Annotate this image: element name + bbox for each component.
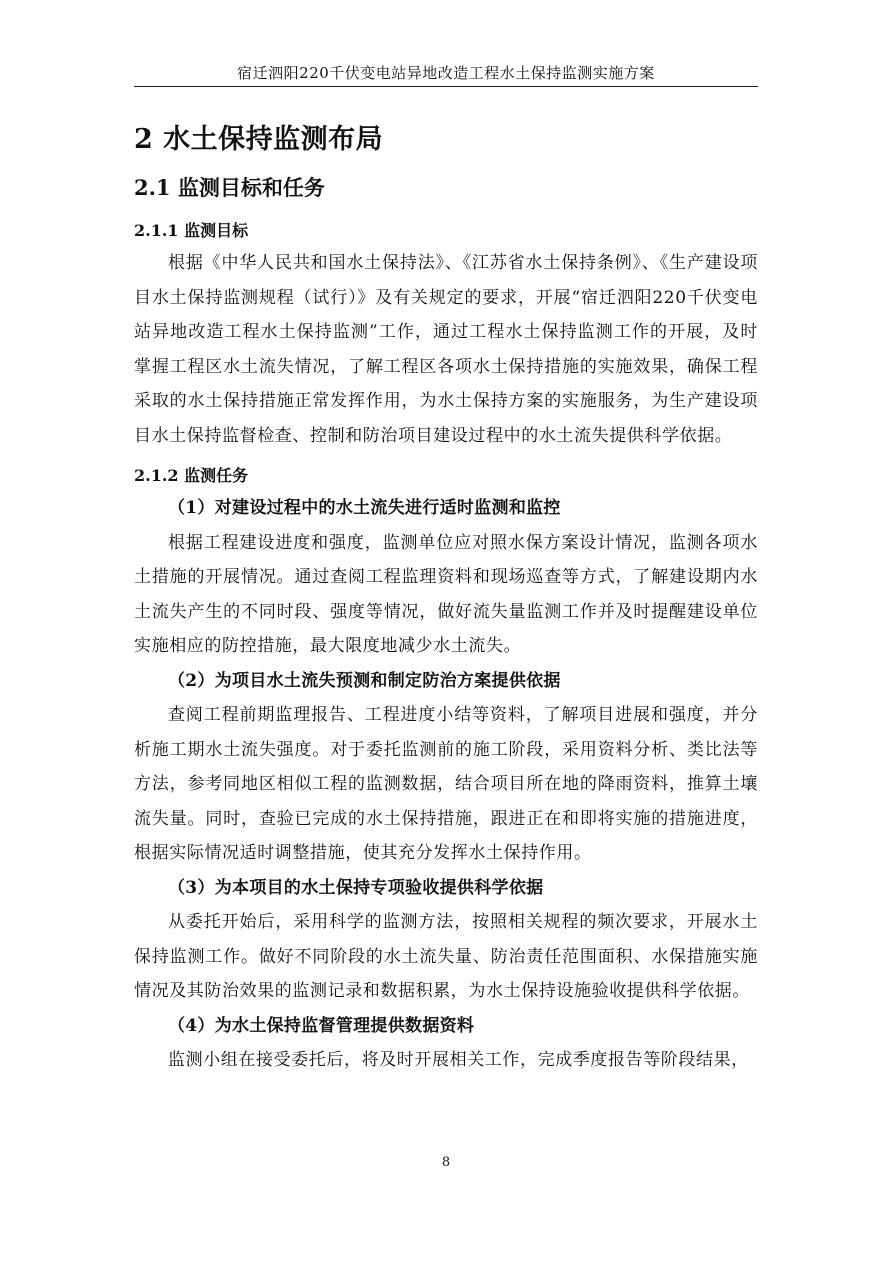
subsection-title-goals: 2.1.1 监测目标 — [134, 221, 249, 240]
paragraph-goals: 根据《中华人民共和国水土保持法》、《江苏省水土保持条例》、《生产建设项目水土保持监测规程（试行）》及有关规定的要求，开展“宿迁泗阳220千伏变电站异地改造工程水土保持监测”工作，通过工程水土保持监测工作的开展，及时掌握工程区水土流失情况，了解工程区各项水土保持措施的实施效果，确保工程采取的水土保持措施正常发挥作用，为水土保持方案的实施服务，为生产建设项目水土保持监督检查、控制和防治项目建设过程中的水土流失提供科学依据。 — [134, 253, 758, 446]
task-heading-4: （4）为水土保持监督管理提供数据资料 — [168, 1015, 475, 1036]
chapter-title: 2 水土保持监测布局 — [134, 124, 384, 155]
page-content — [134, 120, 758, 1078]
task-text-2: 查阅工程前期监理报告、工程进度小结等资料，了解项目进展和强度，并分析施工期水土流失强度。对于委托监测前的施工阶段，采用资料分析、类比法等方法，参考同地区相似工程的监测数据，结合项目所在地的降雨资料，推算土壤流失量。同时，查验已完成的水土保持措施，跟进正在和即将实施的措施进度，根据实际情况适时调整措施，使其充分发挥水土保持作用。 — [134, 705, 758, 863]
task-text-3: 从委托开始后，采用科学的监测方法，按照相关规程的频次要求，开展水土保持监测工作。做好不同阶段的水土流失量、防治责任范围面积、水保措施实施情况及其防治效果的监测记录和数据积累，为水土保持设施验收提供科学依据。 — [134, 912, 758, 1001]
task-text-1: 根据工程建设进度和强度，监测单位应对照水保方案设计情况，监测各项水土措施的开展情况。通过查阅工程监理资料和现场巡查等方式，了解建设期内水土流失产生的不同时段、强度等情况，做好流失量监测工作并及时提醒建设单位实施相应的防控措施，最大限度地减少水土流失。 — [134, 532, 758, 656]
task-heading-2: （2）为项目水土流失预测和制定防治方案提供依据 — [168, 670, 561, 691]
task-heading-3: （3）为本项目的水土保持专项验收提供科学依据 — [168, 877, 544, 898]
subsection-title-tasks: 2.1.2 监测任务 — [134, 466, 249, 485]
page-number: 8 — [441, 1155, 451, 1170]
section-title: 2.1 监测目标和任务 — [134, 175, 325, 200]
task-text-4: 监测小组在接受委托后，将及时开展相关工作，完成季度报告等阶段结果， — [168, 1050, 749, 1070]
header-rule — [134, 86, 758, 87]
task-heading-1: （1）对建设过程中的水土流失进行适时监测和监控 — [168, 498, 561, 518]
running-header: 宿迁泗阳220千伏变电站异地改造工程水土保持监测实施方案 — [237, 64, 655, 82]
